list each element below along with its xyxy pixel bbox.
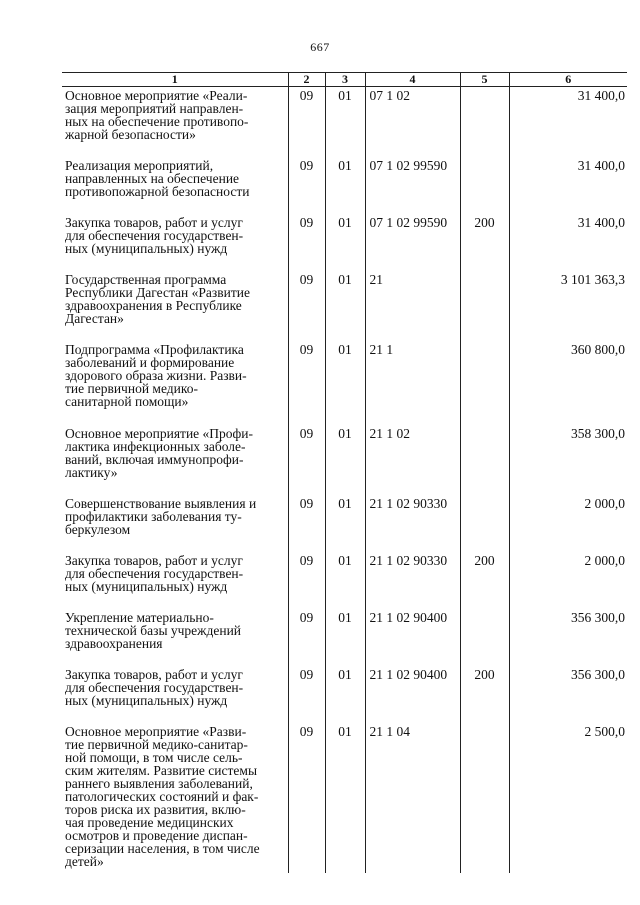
row-name-line: Закупка товаров, работ и услуг xyxy=(65,552,243,568)
column-header-4: 4 xyxy=(365,73,460,87)
table-row xyxy=(62,271,627,341)
section-cell: 09 xyxy=(288,495,325,552)
table-row xyxy=(62,341,627,425)
table-row xyxy=(62,157,627,214)
row-name-line: ных (муниципальных) нужд xyxy=(65,578,228,594)
row-name-line: технической базы учреждений xyxy=(65,622,242,638)
row-name-cell xyxy=(62,723,288,873)
amount-cell: 356 300,0 xyxy=(509,609,627,666)
target-article-cell: 21 1 02 90330 xyxy=(365,495,460,552)
subsection-cell: 01 xyxy=(325,666,365,723)
subsection-cell: 01 xyxy=(325,425,365,495)
row-name-line: Укрепление материально- xyxy=(65,609,214,625)
column-header-6: 6 xyxy=(509,73,627,87)
row-name-line: для обеспечения государствен- xyxy=(65,565,244,581)
row-name-line: противопожарной безопасности xyxy=(65,183,250,199)
page-number: 667 xyxy=(310,40,330,54)
row-name-line: лактика инфекционных заболе- xyxy=(65,438,246,454)
row-name-line: Государственная программа xyxy=(65,271,227,287)
row-name-line: заболеваний и формирование xyxy=(65,354,235,370)
section-cell: 09 xyxy=(288,425,325,495)
subsection-cell: 01 xyxy=(325,495,365,552)
target-article-cell: 21 1 02 xyxy=(365,425,460,495)
row-name-line: Совершенствование выявления и xyxy=(65,495,257,511)
row-name-line: здравоохранения xyxy=(65,635,163,651)
expense-type-cell xyxy=(460,341,509,425)
row-name-line: ных (муниципальных) нужд xyxy=(65,240,228,256)
row-name-line: детей» xyxy=(65,853,104,869)
table-header-row xyxy=(62,73,627,87)
subsection-cell: 01 xyxy=(325,552,365,609)
row-name-line: здравоохранения в Республике xyxy=(65,297,242,313)
row-name-line: тие первичной медико-санитар- xyxy=(65,736,248,752)
row-name-cell xyxy=(62,341,288,425)
row-name-line: серизации населения, в том числе xyxy=(65,840,260,856)
subsection-cell: 01 xyxy=(325,609,365,666)
amount-cell: 31 400,0 xyxy=(509,214,627,271)
row-name-line: жарной безопасности» xyxy=(65,127,196,142)
amount-cell: 360 800,0 xyxy=(509,341,627,425)
expense-type-cell xyxy=(460,723,509,873)
target-article-cell: 07 1 02 99590 xyxy=(365,214,460,271)
subsection-cell: 01 xyxy=(325,341,365,425)
row-name-cell xyxy=(62,666,288,723)
row-name-line: ных на обеспечение противопо- xyxy=(65,114,249,129)
amount-cell: 358 300,0 xyxy=(509,425,627,495)
row-name-line: для обеспечения государствен- xyxy=(65,227,244,243)
expense-type-cell: 200 xyxy=(460,552,509,609)
target-article-cell: 07 1 02 99590 xyxy=(365,157,460,214)
row-name-line: санитарной помощи» xyxy=(65,393,189,409)
table-row xyxy=(62,666,627,723)
expense-type-cell xyxy=(460,609,509,666)
section-cell: 09 xyxy=(288,271,325,341)
section-cell: 09 xyxy=(288,723,325,873)
table-row xyxy=(62,495,627,552)
budget-table xyxy=(62,72,627,873)
row-name-cell xyxy=(62,552,288,609)
row-name-line: профилактики заболевания ту- xyxy=(65,508,242,524)
row-name-line: Реализация мероприятий, xyxy=(65,157,214,173)
row-name-line: Закупка товаров, работ и услуг xyxy=(65,666,243,682)
target-article-cell: 21 1 04 xyxy=(365,723,460,873)
row-name-line: ским жителям. Развитие системы xyxy=(65,762,258,778)
row-name-line: чая проведение медицинских xyxy=(65,814,234,830)
row-name-line: лактику» xyxy=(65,464,118,480)
row-name-line: здорового образа жизни. Разви- xyxy=(65,367,247,383)
row-name-cell xyxy=(62,157,288,214)
table-row xyxy=(62,723,627,873)
section-cell: 09 xyxy=(288,666,325,723)
row-name-line: беркулезом xyxy=(65,521,131,537)
row-name-line: ной помощи, в том числе сель- xyxy=(65,749,243,765)
expense-type-cell xyxy=(460,157,509,214)
row-name-line: зация мероприятий направлен- xyxy=(65,101,244,116)
target-article-cell: 21 1 02 90400 xyxy=(365,666,460,723)
amount-cell: 2 000,0 xyxy=(509,552,627,609)
row-name-line: раннего выявления заболеваний, xyxy=(65,775,253,791)
amount-cell: 31 400,0 xyxy=(509,87,627,157)
subsection-cell: 01 xyxy=(325,87,365,157)
row-name-line: для обеспечения государствен- xyxy=(65,679,244,695)
target-article-cell: 21 1 02 90400 xyxy=(365,609,460,666)
table-body xyxy=(62,87,627,873)
expense-type-cell: 200 xyxy=(460,666,509,723)
row-name-line: Закупка товаров, работ и услуг xyxy=(65,214,243,230)
column-header-2: 2 xyxy=(288,73,325,87)
table-row xyxy=(62,609,627,666)
expense-type-cell: 200 xyxy=(460,214,509,271)
amount-cell: 31 400,0 xyxy=(509,157,627,214)
amount-cell: 2 000,0 xyxy=(509,495,627,552)
column-header-1: 1 xyxy=(62,73,288,87)
row-name-line: Подпрограмма «Профилактика xyxy=(65,341,244,357)
section-cell: 09 xyxy=(288,87,325,157)
subsection-cell: 01 xyxy=(325,723,365,873)
row-name-cell xyxy=(62,214,288,271)
expense-type-cell xyxy=(460,495,509,552)
table-row xyxy=(62,214,627,271)
row-name-cell xyxy=(62,495,288,552)
amount-cell: 3 101 363,3 xyxy=(509,271,627,341)
section-cell: 09 xyxy=(288,157,325,214)
row-name-line: Основное мероприятие «Профи- xyxy=(65,425,253,441)
row-name-line: Основное мероприятие «Разви- xyxy=(65,723,247,739)
section-cell: 09 xyxy=(288,341,325,425)
expense-type-cell xyxy=(460,425,509,495)
target-article-cell: 21 1 02 90330 xyxy=(365,552,460,609)
row-name-cell xyxy=(62,271,288,341)
target-article-cell: 07 1 02 xyxy=(365,87,460,157)
subsection-cell: 01 xyxy=(325,157,365,214)
column-header-3: 3 xyxy=(325,73,365,87)
expense-type-cell xyxy=(460,87,509,157)
row-name-line: Республики Дагестан «Развитие xyxy=(65,284,250,300)
row-name-line: Дагестан» xyxy=(65,310,124,326)
table-row xyxy=(62,87,627,157)
row-name-line: Основное мероприятие «Реали- xyxy=(65,88,248,103)
row-name-cell xyxy=(62,87,288,157)
row-name-cell xyxy=(62,609,288,666)
row-name-line: осмотров и проведение диспан- xyxy=(65,827,248,843)
row-name-line: направленных на обеспечение xyxy=(65,170,240,186)
target-article-cell: 21 xyxy=(365,271,460,341)
table-row xyxy=(62,552,627,609)
expense-type-cell xyxy=(460,271,509,341)
section-cell: 09 xyxy=(288,609,325,666)
row-name-cell xyxy=(62,425,288,495)
subsection-cell: 01 xyxy=(325,214,365,271)
row-name-line: ных (муниципальных) нужд xyxy=(65,692,228,708)
column-header-5: 5 xyxy=(460,73,509,87)
row-name-line: ваний, включая иммунопрофи- xyxy=(65,451,244,467)
target-article-cell: 21 1 xyxy=(365,341,460,425)
row-name-line: торов риска их развития, вклю- xyxy=(65,801,246,817)
amount-cell: 356 300,0 xyxy=(509,666,627,723)
row-name-line: тие первичной медико- xyxy=(65,380,198,396)
amount-cell: 2 500,0 xyxy=(509,723,627,873)
subsection-cell: 01 xyxy=(325,271,365,341)
section-cell: 09 xyxy=(288,214,325,271)
section-cell: 09 xyxy=(288,552,325,609)
table-row xyxy=(62,425,627,495)
row-name-line: патологических состояний и фак- xyxy=(65,788,259,804)
